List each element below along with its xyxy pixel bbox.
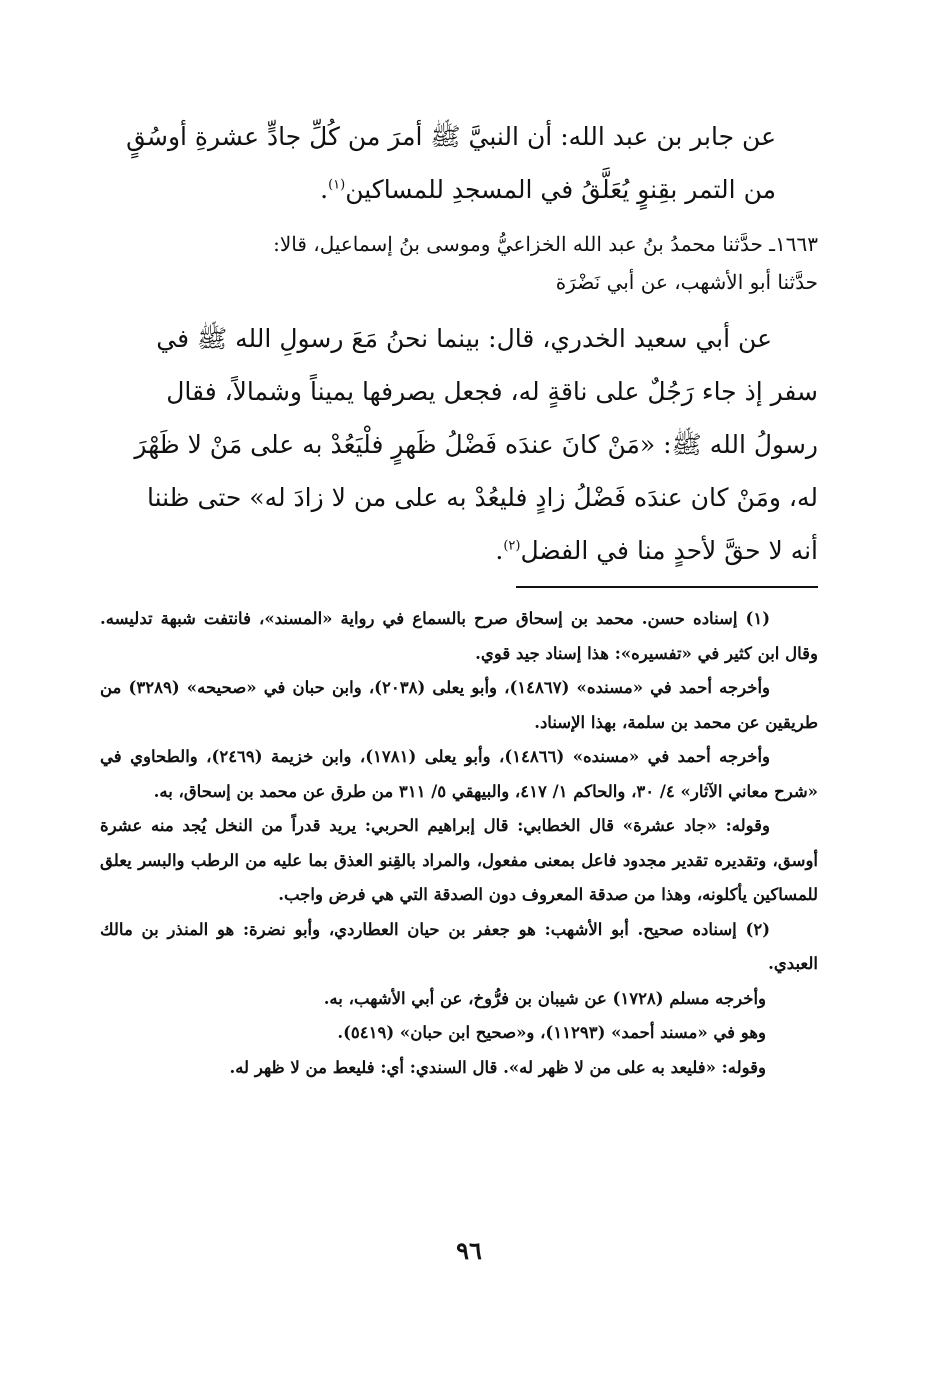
end-mark: . bbox=[495, 536, 504, 565]
text-line bbox=[100, 524, 818, 577]
isnad-line: ١٦٦٣ـ حدَّثنا محمدُ بنُ عبد الله الخزاعيُّ وموسى بنُ إسماعيل، قالا: bbox=[273, 232, 818, 256]
footnote-ref-2[interactable]: (٢) bbox=[503, 538, 521, 554]
text-line: من التمر بقِنوٍ يُعَلَّقُ في المسجدِ للمساكين bbox=[345, 175, 776, 204]
text-line: سفر إذ جاء رَجُلٌ على ناقةٍ له، فجعل يصرفها يميناً وشمالاً، فقال bbox=[166, 377, 818, 406]
end-mark: . bbox=[320, 175, 329, 204]
footnote-separator bbox=[516, 586, 818, 588]
footnote-2: (٢) إسناده صحيح. أبو الأشهب: هو جعفر بن حيان العطاردي، وأبو نضرة: هو المنذر بن مالك العبدي. bbox=[100, 919, 818, 973]
text-line: رسولُ الله ﷺ: «مَنْ كانَ عندَه فَضْلُ ظَهرٍ فلْيَعُدْ به على مَنْ لا ظَهْرَ bbox=[134, 430, 818, 459]
footnote-2-takhrij: وهو في «مسند أحمد» (١١٢٩٣)، و«صحيح ابن حبان» (٥٤١٩). bbox=[337, 1023, 766, 1042]
footnote-ref-1[interactable]: (١) bbox=[328, 177, 346, 193]
footnote-1-takhrij: وأخرجه أحمد في «مسنده» (١٤٨٦٧)، وأبو يعلى (٢٠٣٨)، وابن حبان في «صحيحه» (٣٢٨٩) من طريقين عن محمد بن سلمة، بهذا الإسناد. bbox=[100, 678, 818, 732]
footnote-2-comment: وقوله: «فليعد به على من لا ظهر له». قال السندي: أي: فليعط من لا ظهر له. bbox=[229, 1057, 766, 1077]
text-line: عن جابر بن عبد الله: أن النبيَّ ﷺ أمرَ من كُلِّ جادٍّ عشرةِ أوسُقٍ bbox=[126, 122, 776, 151]
footnote-2-takhrij: وأخرجه مسلم (١٧٢٨) عن شيبان بن فرُّوخ، عن أبي الأشهب، به. bbox=[323, 988, 766, 1008]
hadith-1663-text bbox=[100, 312, 818, 577]
hadith-1662-text bbox=[108, 110, 776, 216]
footnotes bbox=[100, 602, 818, 1085]
text-line: له، ومَنْ كان عندَه فَضْلُ زادٍ فليعُدْ به على من لا زادَ له» حتى ظننا bbox=[146, 483, 818, 512]
text-line bbox=[108, 163, 776, 216]
text-line: عن أبي سعيد الخدري، قال: بينما نحنُ مَعَ رسولِ الله ﷺ في bbox=[156, 324, 772, 353]
footnote-1-comment: وقوله: «جاد عشرة» قال الخطابي: قال إبراهيم الحربي: يريد قدراً من النخل يُجد منه عشرة أوسق، وتقديره تقدير مجدود فاعل بمعنى مفعول، والمراد بالقِنو العذق بما عليه من الرطب والبسر يعلق للمساكين يأكلونه، وهذا من صدقة المعروف دون الصدقة التي هي فرض واجب. bbox=[100, 816, 818, 904]
isnad-line: حدَّثنا أبو الأشهب، عن أبي نَضْرَة bbox=[555, 270, 818, 294]
hadith-1663-isnad bbox=[112, 225, 818, 301]
footnote-1-takhrij: وأخرجه أحمد في «مسنده» (١٤٨٦٦)، وأبو يعلى (١٧٨١)، وابن خزيمة (٢٤٦٩)، والطحاوي في «شرح معاني الآثار» ٤/ ٣٠، والحاكم ١/ ٤١٧، والبيهقي ٥/ ٣١١ من طرق عن محمد بن إسحاق، به. bbox=[100, 747, 818, 801]
text-line bbox=[108, 110, 776, 163]
text-line: أنه لا حقَّ لأحدٍ منا في الفضل bbox=[520, 536, 818, 565]
footnote-1: (١) إسناده حسن. محمد بن إسحاق صرح بالسماع في رواية «المسند»، فانتفت شبهة تدليسه. وقال ابن كثير في «تفسيره»: هذا إسناد جيد قوي. bbox=[100, 609, 818, 663]
page-number: ٩٦ bbox=[456, 1236, 482, 1265]
